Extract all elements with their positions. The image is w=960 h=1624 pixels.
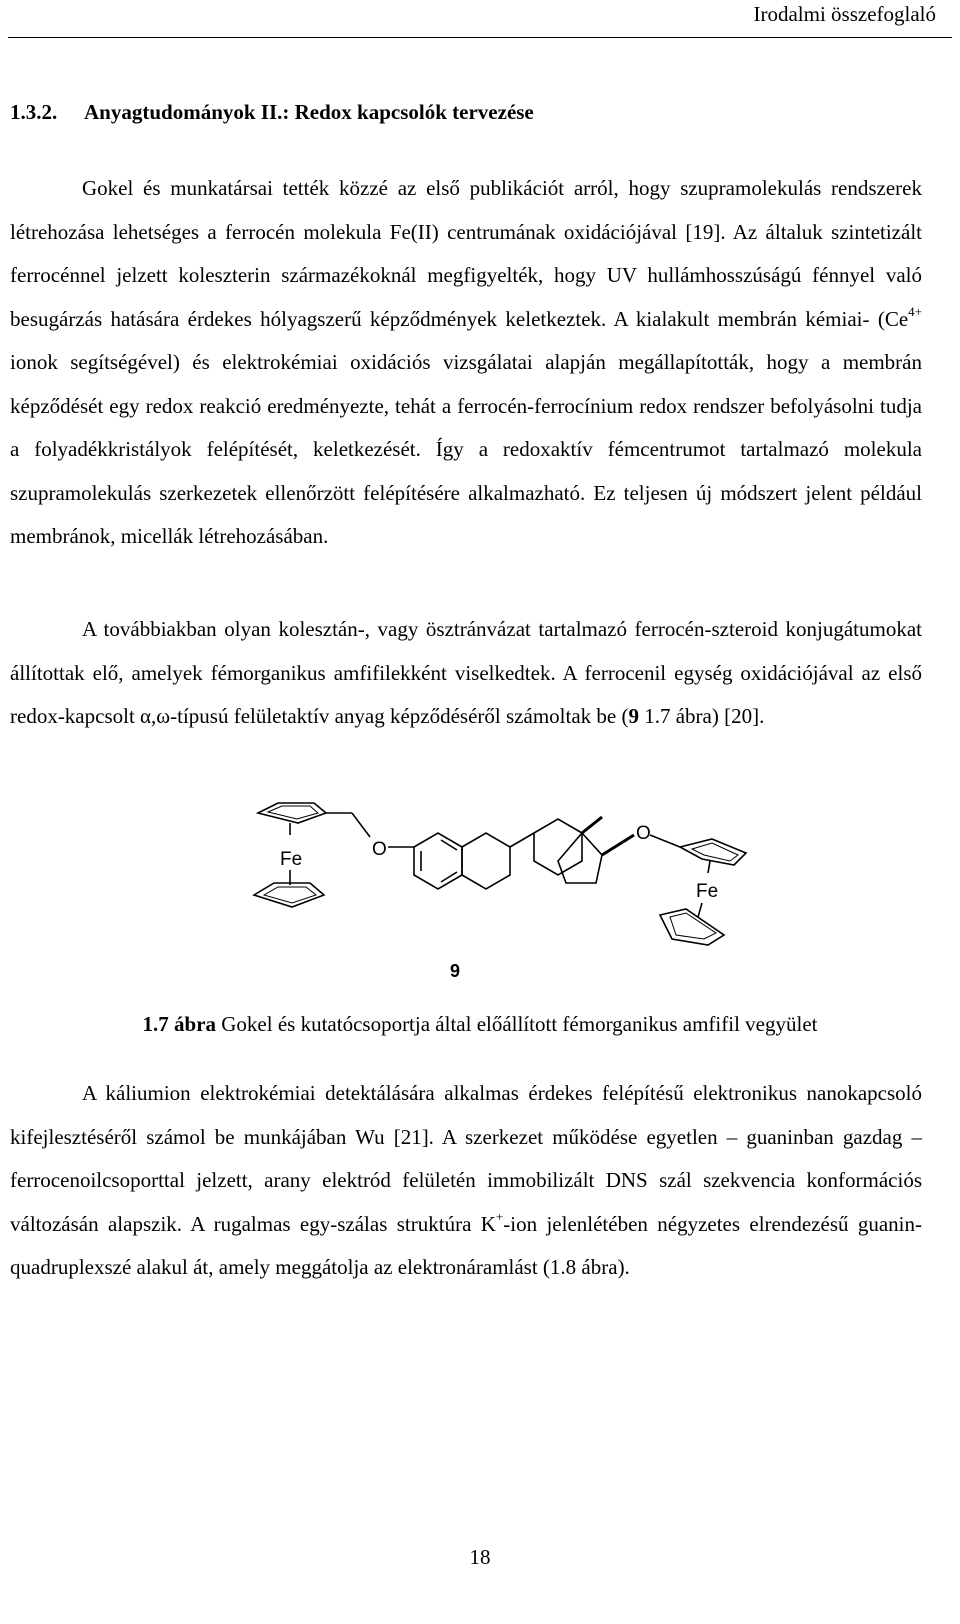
paragraph-1-text-b: ionok segítségével) és elektrokémiai oxidációs vizsgálatai alapján megállapították, hogy a membrán képződését egy redox reakció eredményezte, tehát a ferrocén-ferrocínium redox rendszer befolyásolni tudja a folyadékkristályok felépítését, keletkezését. Így a redoxaktív fémcentrumot tartalmazó molekula szupramolekulás szerkezetek ellenőrzött felépítésére alkalmazható. Ez teljesen új módszert jelent például membránok, micellák létrehozásában. (10, 350, 922, 548)
cp-ring-right-bottom-inner (670, 913, 716, 939)
ring-c (534, 819, 582, 875)
section-heading (10, 100, 534, 125)
fe-bond (698, 903, 702, 917)
compound-number: 9 (450, 961, 461, 981)
paragraph-3-text-b: -ion jelenlétében négyzetes elrendezésű guanin-quadruplexszé alakul át, amely meggátolja az elektronáramlást (1.8 ábra). (10, 1211, 923, 1279)
oxygen-wedge (602, 835, 634, 855)
cp-ring-right-bottom (660, 909, 724, 945)
section-title: Anyagtudományok II.: Redox kapcsolók tervezése (84, 100, 534, 124)
chemical-structure (240, 795, 760, 995)
paragraph-2-text-b: 1.7 ábra) [20]. (638, 704, 765, 728)
linker-bond (352, 813, 370, 837)
fe-label-right: Fe (696, 881, 719, 902)
paragraph-3 (10, 1072, 922, 1290)
page-number: 18 (469, 1545, 491, 1569)
paragraph-1 (10, 167, 922, 559)
superscript: 4+ (908, 303, 922, 319)
o-label-steroid: O (636, 823, 651, 844)
caption-label: 1.7 ábra (142, 1012, 217, 1036)
methyl-wedge (582, 817, 602, 833)
chemical-structure-figure (240, 795, 760, 995)
compound-ref: 9 (628, 704, 639, 728)
ring-d (558, 833, 602, 883)
figure-caption (0, 1012, 960, 1037)
oxygen-bond (650, 835, 680, 847)
caption-text: Gokel és kutatócsoportja által előállított fémorganikus amfifil vegyület (216, 1012, 818, 1036)
paragraph-2 (10, 608, 922, 739)
paragraph-3-text-a: A káliumion elektrokémiai detektálására alkalmas érdekes felépítésű elektronikus nanokapcsoló kifejlesztéséről számol be munkájában Wu [21]. A szerkezet működése egyetlen – guaninban gazdag – ferrocenoilcsoporttal jelzett, arany elektród felületén immobilizált DNS szál szekvencia konformációs változásán alapszik. A rugalmas egy-szálas struktúra K (10, 1081, 922, 1236)
section-number: 1.3.2. (10, 100, 58, 124)
paragraph-1-text-a: Gokel és munkatársai tették közzé az első publikációt arról, hogy szupramolekulás rendszerek létrehozása lehetséges a ferrocén molekula Fe(II) centrumának oxidációjával [19]. Az általuk szintetizált ferrocénnel jelzett koleszterin származékoknál megfigyelték, hogy UV hullámhosszúságú fénnyel való besugárzás hatására érdekes hólyagszerű képződmények keletkeztek. A kialakult membrán kémiai- (Ce (10, 176, 922, 331)
ring-b (462, 833, 510, 889)
cp-ring-right-top (680, 839, 746, 865)
ring-bond (510, 833, 534, 847)
double-bond (441, 840, 457, 850)
superscript: + (495, 1208, 504, 1224)
running-head: Irodalmi összefoglaló (753, 2, 936, 26)
o-label-ether: O (372, 839, 387, 860)
header-rule (8, 37, 952, 38)
fe-label-left: Fe (280, 849, 303, 870)
fe-bond (708, 861, 710, 873)
paragraph-2-text-a: A továbbiakban olyan kolesztán-, vagy ösztránvázat tartalmazó ferrocén-szteroid konjugátumokat állítottak elő, amelyek fémorganikus amfifilekként viselkedtek. A ferrocenil egység oxidációjával az első redox-kapcsolt α,ω-típusú felületaktív anyag képződéséről számoltak be ( (10, 617, 922, 728)
cp-ring-right-top-inner (692, 843, 738, 861)
double-bond (441, 872, 457, 882)
